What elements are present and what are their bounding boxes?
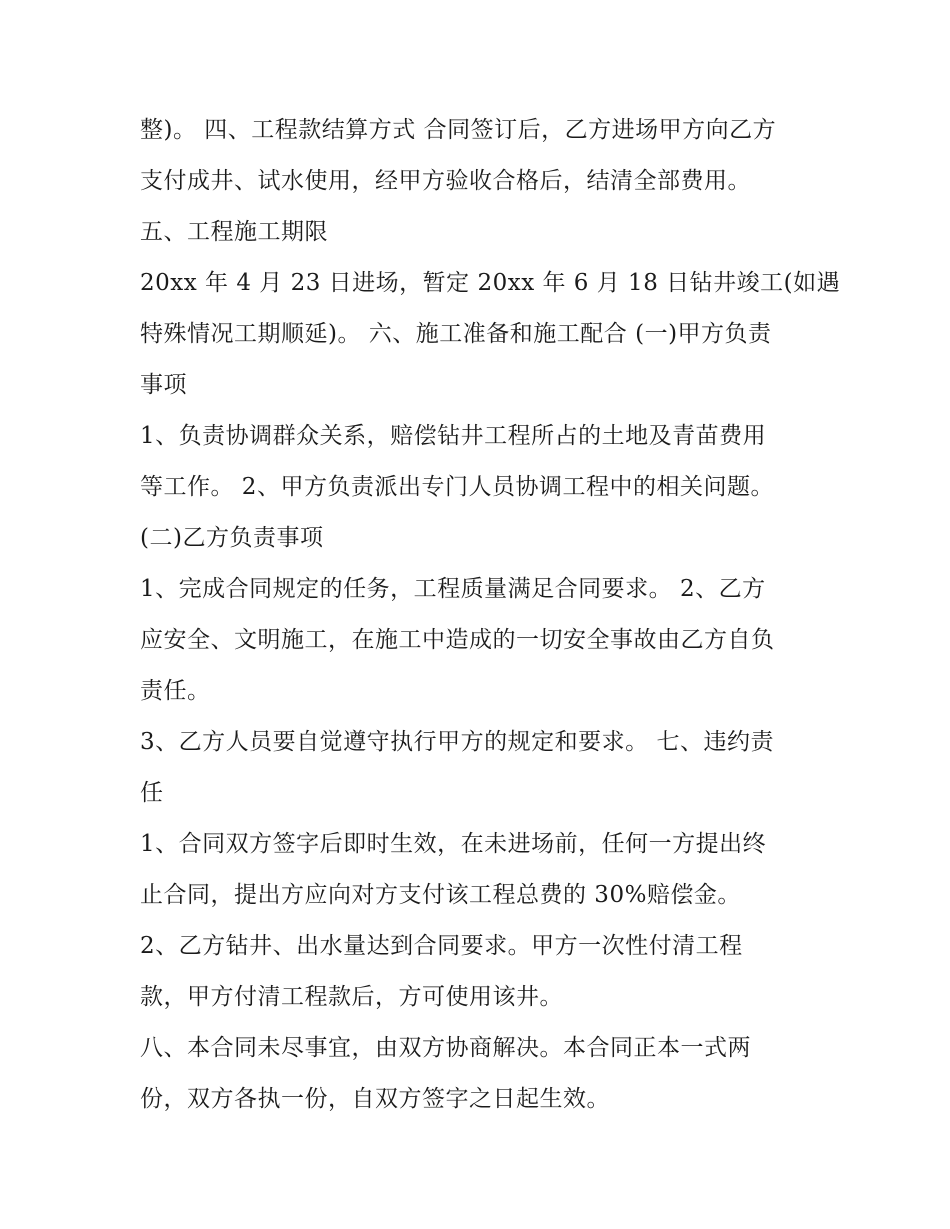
text-line: 款，甲方付清工程款后，方可使用该井。 [140,984,563,1010]
text-line: 整)。 四、工程款结算方式 合同签订后，乙方进场甲方向乙方 [140,117,777,143]
section-heading: (二)乙方负责事项 [140,525,324,551]
text-line: 任 [140,780,164,806]
document-body [140,105,841,1125]
text-line: 1、合同双方签字后即时生效，在未进场前，任何一方提出终 [140,831,767,857]
text-line: 特殊情况工期顺延)。 六、施工准备和施工配合 (一)甲方负责 [140,321,772,347]
text-line: 1、完成合同规定的任务，工程质量满足合同要求。 2、乙方 [140,576,766,602]
text-line: 等工作。 2、甲方负责派出专门人员协调工程中的相关问题。 [140,474,774,500]
text-line: 20xx 年 4 月 23 日进场，暂定 20xx 年 6 月 18 日钻井竣工(如遇 [140,270,841,296]
section-heading: 五、工程施工期限 [140,219,328,245]
text-line: 份，双方各执一份，自双方签字之日起生效。 [140,1086,610,1112]
text-line: 1、负责协调群众关系，赔偿钻井工程所占的土地及青苗费用 [140,423,767,449]
text-line: 应安全、文明施工，在施工中造成的一切安全事故由乙方自负 [140,627,775,653]
text-line: 止合同，提出方应向对方支付该工程总费的 30%赔偿金。 [140,882,741,908]
text-line: 支付成井、试水使用，经甲方验收合格后，结清全部费用。 [140,168,751,194]
text-line: 责任。 [140,678,211,704]
text-line: 2、乙方钻井、出水量达到合同要求。甲方一次性付清工程 [140,933,743,959]
text-line: 事项 [140,372,187,398]
text-line: 3、乙方人员要自觉遵守执行甲方的规定和要求。 七、违约责 [140,729,774,755]
text-line: 八、本合同未尽事宜，由双方协商解决。本合同正本一式两 [140,1035,751,1061]
